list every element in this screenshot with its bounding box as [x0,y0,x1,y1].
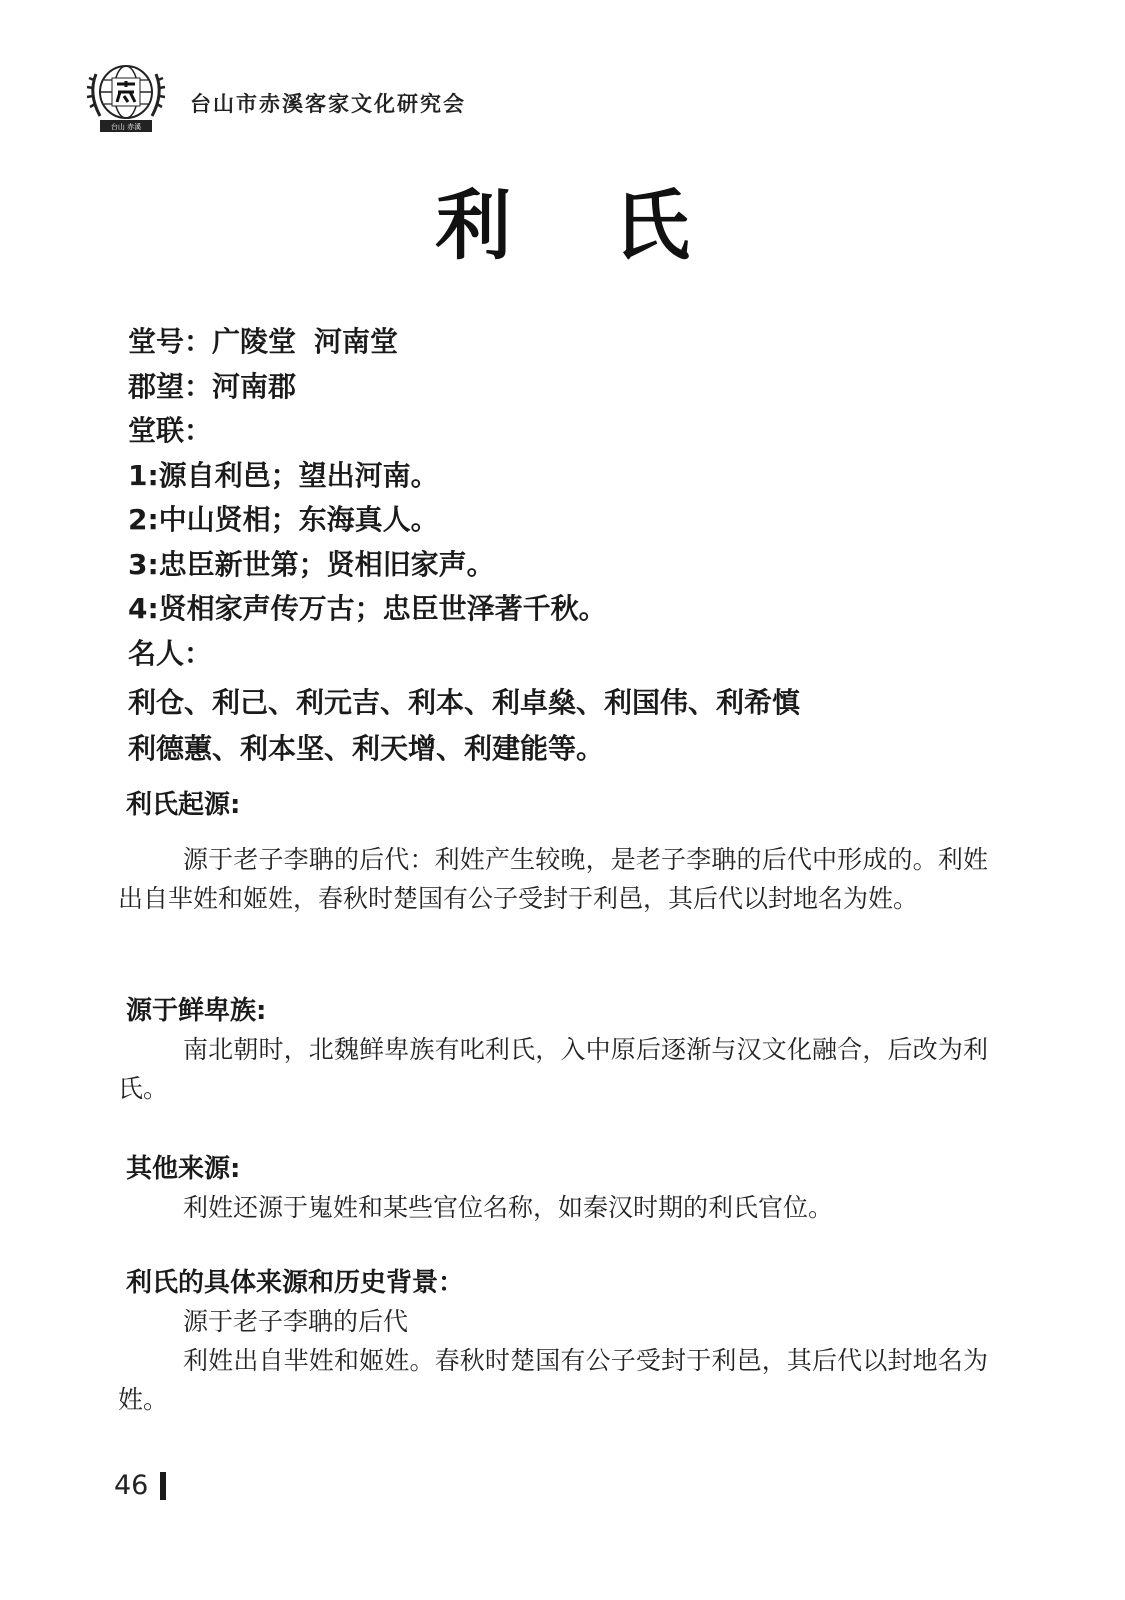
page-marker-bar [160,1472,166,1500]
commandery-value: 河南郡 [212,369,297,403]
couplet-line: 1:源自利邑；望出河南。 [128,458,439,492]
section-paragraph: 源于老子李聃的后代：利姓产生较晚，是老子李聃的后代中形成的。利姓出自芈姓和姬姓，春秋时楚国有公子受封于利邑，其后代以封地名为姓。 [118,845,988,913]
section-history [118,1264,988,1419]
organization-name: 台山市赤溪客家文化研究会 [190,91,466,116]
page-header [84,54,466,138]
couplet-line: 2:中山贤相；东海真人。 [128,503,439,536]
section-origin [118,786,988,918]
section-paragraph: 利姓出自芈姓和姬姓。春秋时楚国有公子受封于利邑，其后代以封地名为姓。 [118,1346,988,1414]
hall-names-label: 堂号： [128,325,213,358]
section-paragraph: 南北朝时，北魏鲜卑族有叱利氏，入中原后逐渐与汉文化融合，后改为利氏。 [118,1035,988,1103]
notable-people-line: 利德蕙、利本坚、利天增、利建能等。 [128,732,605,765]
hall-name: 河南堂 [314,325,399,358]
clan-info [128,320,988,772]
section-paragraph: 利姓还源于嵬姓和某些官位名称，如秦汉时期的利氏官位。 [183,1193,834,1222]
section-xianbei [118,992,988,1108]
notable-people-label: 名人： [128,636,213,670]
section-other-sources [118,1150,988,1227]
association-logo-icon [84,54,168,138]
section-heading: 其他来源: [126,1154,241,1184]
page-number [114,1470,166,1501]
section-paragraph: 源于老子李聃的后代 [183,1307,409,1336]
notable-people-list [128,680,988,772]
section-heading: 源于鲜卑族: [126,996,267,1026]
hall-names-row [128,320,988,365]
hall-name: 广陵堂 [212,325,297,358]
commandery-row [128,365,988,410]
couplets-label: 堂联： [128,414,213,447]
logo-caption: 台山 赤溪 [110,123,142,131]
commandery-label: 郡望： [128,369,213,403]
section-heading: 利氏起源: [126,790,241,820]
couplet-line: 4:贤相家声传万古；忠臣世泽著千秋。 [128,592,607,625]
section-heading: 利氏的具体来源和历史背景： [126,1268,465,1298]
couplet-line: 3:忠臣新世第；贤相旧家声。 [128,547,495,581]
page-title: 利 氏 [435,181,728,270]
notable-people-line: 利仓、利己、利元吉、利本、利卓燊、利国伟、利希慎 [128,686,801,719]
page-number-value: 46 [114,1470,149,1501]
